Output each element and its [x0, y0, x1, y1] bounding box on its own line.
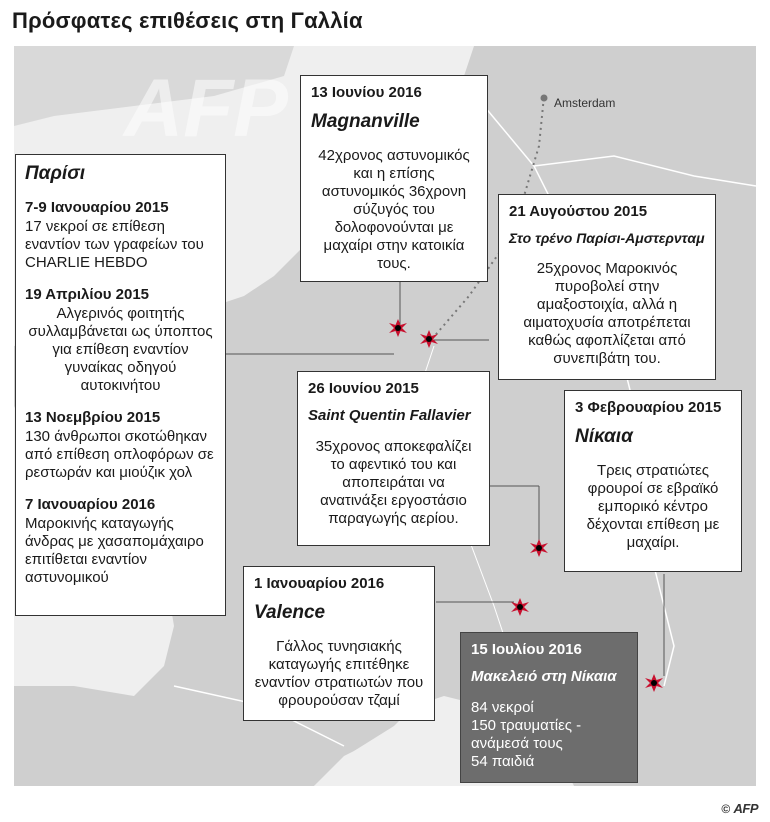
train-box	[498, 194, 716, 380]
event-text: 35χρονος αποκεφαλίζει το αφεντικό του και αποπειράται να ανατινάξει εργοστάσιο παραγωγής αερίου.	[315, 438, 472, 527]
event-date: 3 Φεβρουαρίου 2015	[575, 399, 722, 416]
event-text: 25χρονος Μαροκινός πυροβολεί στην αμαξοστοιχία, αλλά η αιματοχυσία αποτρέπεται καθώς αφοπλίζεται από συνεπιβάτη του.	[523, 260, 691, 367]
amsterdam-dot	[541, 95, 548, 102]
event-text: 84 νεκροί 150 τραυματίες - ανάμεσά τους 54 παιδιά	[471, 699, 582, 770]
paris-event	[25, 496, 216, 587]
nice-july-box	[460, 632, 638, 783]
event-text: 130 άνθρωποι σκοτώθηκαν από επίθεση οπλοφόρων σε ρεστωράν και μιούζικ χολ	[25, 428, 214, 481]
event-place: Valence	[254, 602, 326, 623]
copyright-symbol: ©	[721, 802, 731, 816]
event-date: 15 Ιουλίου 2016	[471, 641, 582, 658]
event-place: Magnanville	[311, 111, 420, 132]
event-text: Αλγερινός φοιτητής συλλαμβάνεται ως ύποπτος για επίθεση εναντίον γυναίκας οδηγού αυτοκινήτου	[28, 305, 213, 394]
event-place: Στο τρένο Παρίσι-Αμστερνταμ	[509, 230, 705, 246]
event-date: 13 Ιουνίου 2016	[311, 84, 422, 101]
nice-feb-box	[564, 390, 742, 572]
event-text: Τρεις στρατιώτες φρουροί σε εβραϊκό εμπορικό κέντρο δέχονται επίθεση με μαχαίρι.	[586, 462, 720, 551]
event-place: Νίκαια	[575, 426, 633, 447]
event-date: 21 Αυγούστου 2015	[509, 203, 648, 220]
page-title: Πρόσφατες επιθέσεις στη Γαλλία	[12, 8, 363, 33]
event-text: 42χρονος αστυνομικός και η επίσης αστυνομικός 36χρονη σύζυγός του δολοφονούνται με μαχαίρι στην κατοικία τους.	[318, 147, 470, 272]
event-text: Μαροκινής καταγωγής άνδρας με χασαπομάχαιρο επιτίθεται εναντίον αστυνομικού	[25, 515, 204, 586]
event-text: Γάλλος τυνησιακής καταγωγής επιτέθηκε εναντίον στρατιωτών που φρουρούσαν τζαμί	[254, 638, 424, 709]
event-place: Saint Quentin Fallavier	[308, 407, 471, 424]
paris-title: Παρίσι	[25, 163, 86, 184]
event-date: 26 Ιουνίου 2015	[308, 380, 419, 397]
event-date: 7-9 Ιανουαρίου 2015	[25, 199, 169, 216]
amsterdam-label: Amsterdam	[554, 96, 616, 110]
afp-logo: AFP	[733, 801, 758, 816]
saint-quentin-box	[297, 371, 490, 546]
event-text: 17 νεκροί σε επίθεση εναντίον των γραφείων του CHARLIE HEBDO	[25, 218, 204, 271]
paris-box	[15, 154, 226, 616]
event-date: 1 Ιανουαρίου 2016	[254, 575, 385, 592]
paris-event	[25, 409, 216, 482]
valence-box	[243, 566, 435, 721]
footer-credit	[721, 801, 758, 816]
afp-watermark: AFP	[124, 63, 288, 154]
event-date: 13 Νοεμβρίου 2015	[25, 409, 161, 426]
paris-event	[25, 286, 216, 395]
magnanville-box	[300, 75, 488, 282]
paris-event	[25, 199, 216, 272]
event-date: 7 Ιανουαρίου 2016	[25, 496, 156, 513]
event-date: 19 Απριλίου 2015	[25, 286, 149, 303]
event-place: Μακελειό στη Νίκαια	[471, 668, 617, 685]
